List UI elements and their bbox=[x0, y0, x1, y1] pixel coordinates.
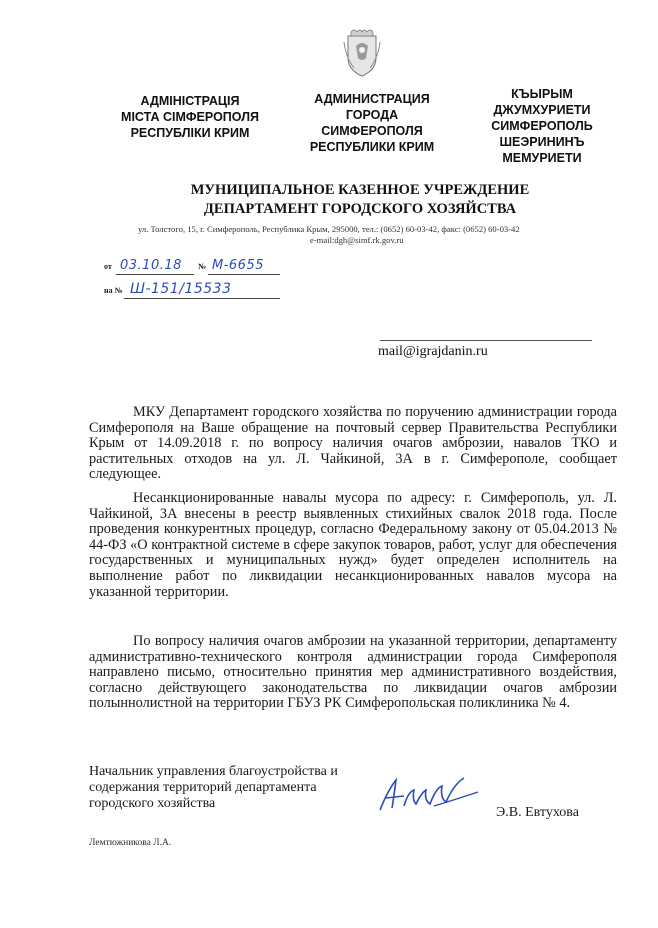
signatory-title-line: содержания территорий департамента bbox=[89, 779, 317, 795]
organization-email: e-mail:dgh@simf.rk.gov.ru bbox=[310, 235, 404, 245]
recipient-line bbox=[380, 340, 592, 341]
crimea-emblem-icon bbox=[342, 28, 382, 78]
body-paragraph-1 bbox=[89, 405, 617, 483]
from-label: от bbox=[104, 262, 112, 271]
reply-label: на № bbox=[104, 286, 123, 295]
number-label: № bbox=[198, 262, 207, 271]
signatory-title-line: городского хозяйства bbox=[89, 795, 216, 811]
header-russian bbox=[292, 91, 452, 155]
body-paragraph-1-text: МКУ Департамент городского хозяйства по поручению администрации города Симферополя на Ваше обращение на почтовый сервер Правительства Республики Крым от 14.09.2018 г. по вопросу наличия очагов амброзии, навалов ТКО и растительных отходов на ул. Л. Чайкиной, 3А в г. Симферополе, сообщает следующее. bbox=[89, 404, 617, 483]
header-crh-line: ШЕЭРИНИНЪ bbox=[499, 135, 585, 149]
organization-line2: ДЕПАРТАМЕНТ ГОРОДСКОГО ХОЗЯЙСТВА bbox=[203, 201, 517, 217]
signatory-name: Э.В. Евтухова bbox=[496, 805, 579, 820]
registration-date: 03.10.18 bbox=[120, 258, 182, 273]
organization-line1: МУНИЦИПАЛЬНОЕ КАЗЕННОЕ УЧРЕЖДЕНИЕ bbox=[190, 182, 530, 198]
header-crh-line: КЪЫРЫМ bbox=[511, 87, 573, 101]
signatory-title bbox=[89, 764, 389, 811]
header-crh-line: МЕМУРИЕТИ bbox=[502, 151, 582, 165]
executor-name: Лемтюжникова Л.А. bbox=[89, 838, 172, 848]
header-ru-line: ГОРОДА bbox=[345, 108, 399, 122]
reply-number: Ш-151/15533 bbox=[130, 281, 232, 297]
header-crh-line: СИМФЕРОПОЛЬ bbox=[491, 119, 593, 133]
header-ua-line: МІСТА СІМФЕРОПОЛЯ bbox=[121, 110, 259, 124]
body-paragraph-2-text: Несанкционированные навалы мусора по адресу: г. Симферополь, ул. Л. Чайкиной, 3А внесены в реестр выявленных стихийных свалок 2018 года. После проведения конкурентных процедур, согласно Федеральному закону от 05.04.2013 № 44-ФЗ «О контрактной системе в сфере закупок товаров, работ, услуг для обеспечения государственных и муниципальных нужд» будет определен исполнитель на выполнение работ по ликвидации несанкционированных навалов мусора на указанной территории. bbox=[89, 490, 617, 600]
organization-address: ул. Толстого, 15, г. Симферополь, Республика Крым, 295000, тел.: (0652) 60-03-42, факс: (0652) 60-03-42 bbox=[138, 224, 520, 234]
header-ru-line: РЕСПУБЛИКИ КРИМ bbox=[309, 140, 435, 154]
header-crimean-tatar bbox=[478, 86, 606, 166]
registration-number: М-6655 bbox=[212, 258, 264, 273]
header-ru-line: СИМФЕРОПОЛЯ bbox=[321, 124, 423, 138]
header-ukrainian bbox=[100, 93, 280, 141]
header-ua-line: РЕСПУБЛІКИ КРИМ bbox=[130, 126, 250, 140]
header-ru-line: АДМИНИСТРАЦИЯ bbox=[314, 92, 430, 106]
header-ua-line: АДМІНІСТРАЦІЯ bbox=[140, 94, 240, 108]
body-paragraph-2 bbox=[89, 491, 617, 600]
body-paragraph-3-text: По вопросу наличия очагов амброзии на указанной территории, департаменту административно-технического контроля администрации города Симферополя направлено письмо, относительно принятия мер административного воздействия, согласно действующего законодательства по ликвидации очагов амброзии полыннолистной на территории ГБУЗ РК Симферопольская поликлиника № 4. bbox=[89, 633, 617, 712]
header-crh-line: ДЖУМХУРИЕТИ bbox=[493, 103, 591, 117]
handwritten-signature bbox=[374, 770, 484, 820]
recipient-email: mail@igrajdanin.ru bbox=[378, 344, 488, 359]
signatory-title-line: Начальник управления благоустройства и bbox=[89, 764, 338, 779]
body-paragraph-3 bbox=[89, 634, 617, 712]
